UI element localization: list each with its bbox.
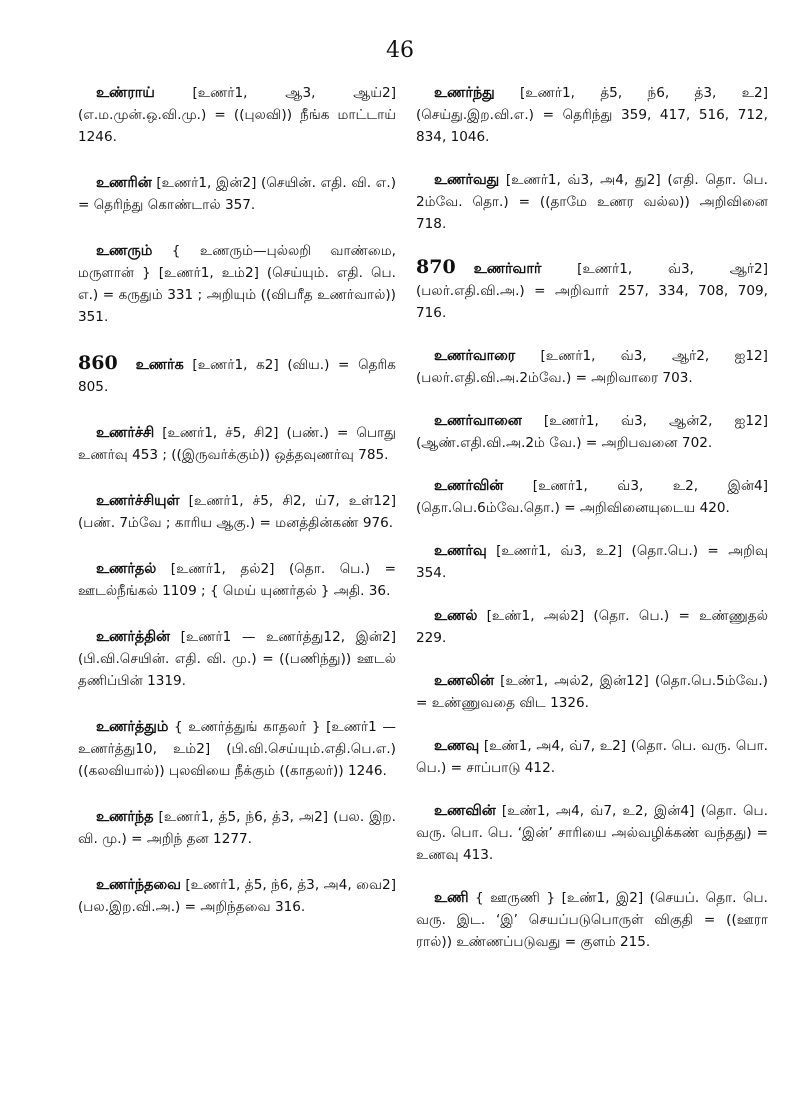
entry-body: [உணர்1, த்5, ந்6, த்3, அ4, வை2] (பல.இற.வி.அ.) = அறிந்தவை 316. <box>78 877 396 915</box>
entry-headword: உணர்வாரை <box>434 348 516 364</box>
dictionary-entry <box>416 345 768 389</box>
dictionary-entry <box>78 240 396 328</box>
dictionary-entry <box>78 626 396 692</box>
entry-body: [உணர்1, வ்3, உ2, இன்4] (தொ.பெ.6ம்வே.தொ.) = அறிவினையுடைய 420. <box>416 478 769 516</box>
entry-body: [உணர்1, வ்3, ஆர்2] (பலர்.எதி.வி.அ.) = அறிவார் 257, 334, 708, 709, 716. <box>416 261 768 321</box>
entry-headword: உணர்வின் <box>434 478 504 494</box>
entry-number: 870 <box>416 256 456 278</box>
entry-headword: உணலின் <box>434 673 494 689</box>
entry-body: [உண்1, அல்2] (தொ. பெ.) = உண்ணுதல் 229. <box>416 608 768 646</box>
dictionary-entry <box>416 410 768 454</box>
dictionary-entry <box>416 256 768 324</box>
dictionary-entry <box>78 874 396 918</box>
dictionary-entry <box>416 800 768 866</box>
dictionary-entry <box>416 169 768 235</box>
entry-body: { ஊருணி } [உண்1, இ2] (செயப். தொ. பெ. வரு. இட. ‘இ’ செயப்படுபொருள் விகுதி = ((ஊரா ரால்)) உண்ணப்படுவது = குளம் 215. <box>416 890 768 950</box>
entry-headword: உணவு <box>434 738 480 754</box>
entry-headword: உணர்வார் <box>473 261 542 277</box>
entry-headword: உணி <box>434 890 469 906</box>
entry-body: [உணர்1, ஆ3, ஆய்2] (எ.ம.முன்.ஒ.வி.மு.) = ((புலவி)) நீங்க மாட்டாய் 1246. <box>78 85 397 145</box>
dictionary-entry <box>416 605 768 649</box>
entry-body: [உண்1, அ4, வ்7, உ2] (தொ. பெ. வரு. பொ. பெ.) = சாப்பாடு 412. <box>416 738 769 776</box>
entry-body: [உணர்1 — உணர்த்து12, இன்2] (பி.வி.செயின். எதி. வி. மு.) = ((பணிந்து)) ஊடல் தணிப்பின் 1319. <box>78 629 396 689</box>
entry-number: 860 <box>78 352 118 374</box>
entry-body: [உணர்1, வ்3, அ4, து2] (எதி. தொ. பெ. 2ம்வே. தொ.) = ((தாமே உணர வல்ல)) அறிவினை 718. <box>416 172 768 232</box>
entry-headword: உணர்த்தும் <box>96 719 169 735</box>
entry-headword: உணர்த்தின் <box>96 629 171 645</box>
entry-body: [உணர்1, த்5, ந்6, த்3, உ2] (செய்து.இற.வி.எ.) = தெரிந்து 359, 417, 516, 712, 834, 1046. <box>416 85 768 145</box>
entry-headword: உணர்க <box>135 357 184 373</box>
entry-headword: உணர்ந்தவை <box>96 877 181 893</box>
entry-body: [உணர்1, வ்3, ஆர்2, ஐ12] (பலர்.எதி.வி.அ.2ம்வே.) = அறிவாரை 703. <box>416 348 768 386</box>
dictionary-entry <box>416 475 768 519</box>
entry-headword: உணர்ச்சி <box>96 425 155 441</box>
entry-headword: உணரின் <box>96 175 152 191</box>
entry-headword: உணர்ச்சியுள் <box>96 493 180 509</box>
entry-body: [உணர்1, க2] (விய.) = தெரிக 805. <box>78 357 396 395</box>
entry-body: [உணர்1, ச்5, சி2] (பண்.) = பொது உணர்வு 453 ; ((இருவர்க்கும்)) ஒத்தவுணர்வு 785. <box>78 425 396 463</box>
entry-body: { உணரும்—புல்லறி வாண்மை, மருளான் } [உணர்1, உம்2] (செய்யும். எதி. பெ. எ.) = கருதும் 331 ; அறியும் ((விபரீத உணர்வால்)) 351. <box>78 243 396 325</box>
entry-headword: உணர்தல் <box>96 561 157 577</box>
entry-body: [உண்1, அ4, வ்7, உ2, இன்4] (தொ. பெ. வரு. பொ. பெ. ‘இன்’ சாரியை அல்வழிக்கண் வந்தது) = உணவு 413. <box>416 803 768 863</box>
entry-headword: உணர்வானை <box>434 413 522 429</box>
dictionary-entry <box>78 172 396 216</box>
dictionary-entry <box>78 558 396 602</box>
dictionary-entry <box>416 735 768 779</box>
dictionary-entry <box>416 540 768 584</box>
dictionary-entry <box>416 670 768 714</box>
dictionary-entry <box>416 82 768 148</box>
entry-body: [உணர்1, வ்3, உ2] (தொ.பெ.) = அறிவு 354. <box>416 543 769 581</box>
entry-body: { உணர்த்துங் காதலர் } [உணர்1 — உணர்த்து10, உம்2] (பி.வி.செய்யும்.எதி.பெ.எ.) ((கலவியால்)) புலவியை நீக்கும் ((காதலர்)) 1246. <box>78 719 396 779</box>
entry-body: [உண்1, அல்2, இன்12] (தொ.பெ.5ம்வே.) = உண்ணுவதை விட 1326. <box>416 673 768 711</box>
entry-headword: உணல் <box>434 608 478 624</box>
entry-body: [உணர்1, தல்2] (தொ. பெ.) = ஊடல்நீங்கல் 1109 ; { மெய் யுணர்தல் } அதி. 36. <box>78 561 396 599</box>
entry-body: [உணர்1, த்5, ந்6, த்3, அ2] (பல. இற. வி. மு.) = அறிந் தன 1277. <box>78 809 396 847</box>
entry-body: [உணர்1, வ்3, ஆன்2, ஐ12] (ஆண்.எதி.வி.அ.2ம் வே.) = அறிபவனை 702. <box>416 413 768 451</box>
entry-headword: உணர்ந்து <box>434 85 495 101</box>
entry-headword: உணர்வு <box>434 543 487 559</box>
page-number: 46 <box>386 38 414 63</box>
entry-body: [உணர்1, ச்5, சி2, ய்7, உள்12] (பண். 7ம்வே ; காரிய ஆகு.) = மனத்தின்கண் 976. <box>78 493 396 531</box>
dictionary-entry <box>78 82 396 148</box>
entry-headword: உண்ராய் <box>96 85 155 101</box>
entry-headword: உணர்வது <box>434 172 500 188</box>
entry-body: [உணர்1, இன்2] (செயின். எதி. வி. எ.) = தெரிந்து கொண்டால் 357. <box>78 175 396 213</box>
entry-headword: உணவின் <box>434 803 496 819</box>
dictionary-entry <box>416 887 768 953</box>
dictionary-entry <box>78 352 396 398</box>
entry-headword: உணரும் <box>96 243 153 259</box>
dictionary-entry <box>78 490 396 534</box>
dictionary-entry <box>78 422 396 466</box>
entry-headword: உணர்ந்த <box>96 809 154 825</box>
left-column <box>78 82 396 942</box>
right-column <box>416 82 768 974</box>
dictionary-entry <box>78 806 396 850</box>
dictionary-entry <box>78 716 396 782</box>
